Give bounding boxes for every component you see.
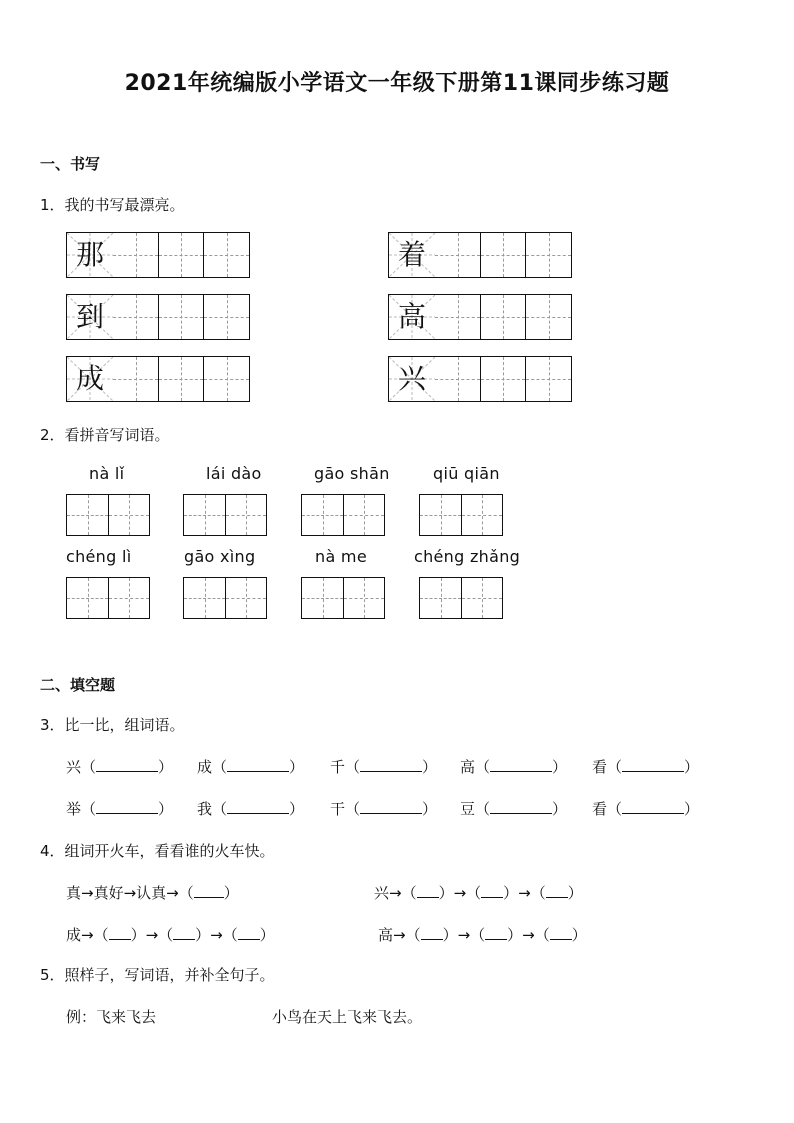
item-label: 举（ [66, 800, 97, 818]
practice-cell[interactable] [480, 295, 525, 339]
model-character: 高 [397, 300, 426, 333]
train-arrow: ）→（ [130, 926, 174, 944]
answer-blank[interactable] [96, 759, 158, 772]
item-label: 我（ [197, 800, 228, 818]
question-2-prompt: 2．看拼音写词语。 [40, 426, 170, 444]
practice-cell[interactable] [420, 495, 461, 535]
train-close: ） [223, 884, 239, 902]
pinyin-label: nà lǐ [89, 464, 125, 483]
model-character: 着 [397, 238, 426, 271]
template-cell [389, 233, 435, 277]
question-1-prompt: 1．我的书写最漂亮。 [40, 196, 185, 214]
practice-cell[interactable] [113, 233, 158, 277]
word-train-gao [378, 924, 587, 945]
word-grid [301, 577, 385, 619]
word-grid [301, 494, 385, 536]
item-close: ） [289, 758, 305, 776]
item-label: 成（ [197, 758, 228, 776]
writing-grid-cheng [66, 356, 250, 402]
practice-cell[interactable] [302, 578, 343, 618]
practice-cell[interactable] [435, 233, 480, 277]
word-grid [419, 494, 503, 536]
practice-cell[interactable] [158, 233, 203, 277]
item-close: ） [552, 758, 568, 776]
compare-item [66, 756, 173, 777]
train-start: 成→（ [66, 926, 109, 944]
answer-blank[interactable] [109, 927, 131, 940]
compare-item [330, 756, 437, 777]
train-arrow: ）→（ [503, 884, 546, 902]
train-start: 真→真好→认真→（ [66, 884, 194, 902]
practice-cell[interactable] [343, 578, 384, 618]
practice-cell[interactable] [420, 578, 461, 618]
writing-grid-dao [66, 294, 250, 340]
practice-cell[interactable] [461, 578, 502, 618]
answer-blank[interactable] [481, 885, 503, 898]
pinyin-label: gāo xìng [184, 547, 256, 566]
answer-blank[interactable] [622, 801, 684, 814]
template-cell [67, 357, 113, 401]
practice-cell[interactable] [113, 295, 158, 339]
answer-blank[interactable] [622, 759, 684, 772]
answer-blank[interactable] [490, 801, 552, 814]
train-close: ） [259, 926, 275, 944]
item-label: 豆（ [460, 800, 491, 818]
practice-cell[interactable] [203, 233, 249, 277]
answer-blank[interactable] [227, 801, 289, 814]
answer-blank[interactable] [360, 801, 422, 814]
example-word: 例：飞来飞去 [66, 1008, 157, 1026]
item-close: ） [289, 800, 305, 818]
train-close: ） [571, 926, 587, 944]
practice-cell[interactable] [184, 578, 225, 618]
practice-cell[interactable] [480, 233, 525, 277]
writing-grid-zhe [388, 232, 572, 278]
example-sentence: 小鸟在天上飞来飞去。 [272, 1008, 423, 1026]
item-label: 干（ [330, 800, 361, 818]
practice-cell[interactable] [435, 357, 480, 401]
compare-item [197, 756, 304, 777]
pinyin-label: qiū qiān [433, 464, 500, 483]
question-4-prompt: 4．组词开火车，看看谁的火车快。 [40, 842, 275, 860]
practice-cell[interactable] [108, 578, 149, 618]
compare-item [197, 798, 304, 819]
item-label: 兴（ [66, 758, 97, 776]
train-arrow: ）→（ [438, 884, 482, 902]
practice-cell[interactable] [184, 495, 225, 535]
compare-item [66, 798, 173, 819]
template-cell [67, 233, 113, 277]
answer-blank[interactable] [485, 927, 507, 940]
practice-cell[interactable] [343, 495, 384, 535]
answer-blank[interactable] [173, 927, 195, 940]
word-train-zhen [66, 882, 239, 903]
word-grid [183, 494, 267, 536]
pinyin-label: chéng zhǎng [414, 547, 521, 566]
pinyin-label: chéng lì [66, 547, 132, 566]
writing-grid-xing [388, 356, 572, 402]
train-start: 高→（ [378, 926, 421, 944]
practice-cell[interactable] [435, 295, 480, 339]
train-close: ） [567, 884, 583, 902]
word-grid [66, 494, 150, 536]
template-cell [67, 295, 113, 339]
practice-cell[interactable] [525, 233, 571, 277]
answer-blank[interactable] [421, 927, 443, 940]
word-grid [183, 577, 267, 619]
item-close: ） [552, 800, 568, 818]
practice-cell[interactable] [158, 357, 203, 401]
practice-cell[interactable] [525, 295, 571, 339]
answer-blank[interactable] [490, 759, 552, 772]
answer-blank[interactable] [417, 885, 439, 898]
practice-cell[interactable] [203, 357, 249, 401]
item-close: ） [684, 758, 700, 776]
practice-cell[interactable] [525, 357, 571, 401]
answer-blank[interactable] [194, 885, 224, 898]
model-character: 兴 [397, 362, 426, 395]
pinyin-label: gāo shān [314, 464, 390, 483]
practice-cell[interactable] [461, 495, 502, 535]
writing-grid-na [66, 232, 250, 278]
word-train-xing [374, 882, 583, 903]
pinyin-label: lái dào [206, 464, 262, 483]
train-arrow: ）→（ [442, 926, 486, 944]
train-start: 兴→（ [374, 884, 417, 902]
model-character: 那 [75, 238, 104, 271]
compare-item [592, 756, 699, 777]
compare-item [460, 798, 567, 819]
template-cell [389, 295, 435, 339]
practice-cell[interactable] [203, 295, 249, 339]
practice-cell[interactable] [113, 357, 158, 401]
item-close: ） [684, 800, 700, 818]
item-label: 看（ [592, 800, 623, 818]
compare-item [330, 798, 437, 819]
practice-cell[interactable] [67, 495, 108, 535]
train-arrow: ）→（ [507, 926, 550, 944]
item-close: ） [422, 758, 438, 776]
answer-blank[interactable] [546, 885, 568, 898]
page-title: 2021年统编版小学语文一年级下册第11课同步练习题 [124, 71, 670, 96]
answer-blank[interactable] [96, 801, 158, 814]
compare-item [460, 756, 567, 777]
train-arrow: ）→（ [195, 926, 238, 944]
answer-blank[interactable] [238, 927, 260, 940]
item-close: ） [158, 758, 174, 776]
practice-cell[interactable] [67, 578, 108, 618]
pinyin-label: nà me [315, 547, 367, 566]
compare-item [592, 798, 699, 819]
practice-cell[interactable] [108, 495, 149, 535]
model-character: 到 [75, 300, 104, 333]
answer-blank[interactable] [360, 759, 422, 772]
answer-blank[interactable] [227, 759, 289, 772]
practice-cell[interactable] [225, 495, 266, 535]
item-close: ） [422, 800, 438, 818]
section-heading-writing: 一、书写 [40, 155, 101, 173]
section-heading-fill-in: 二、填空题 [40, 676, 116, 694]
answer-blank[interactable] [550, 927, 572, 940]
word-grid [419, 577, 503, 619]
word-train-cheng [66, 924, 275, 945]
item-label: 看（ [592, 758, 623, 776]
template-cell [389, 357, 435, 401]
question-3-prompt: 3．比一比，组词语。 [40, 716, 185, 734]
model-character: 成 [75, 362, 104, 395]
item-label: 千（ [330, 758, 361, 776]
practice-cell[interactable] [302, 495, 343, 535]
item-close: ） [158, 800, 174, 818]
practice-cell[interactable] [158, 295, 203, 339]
item-label: 高（ [460, 758, 491, 776]
word-grid [66, 577, 150, 619]
practice-cell[interactable] [225, 578, 266, 618]
practice-cell[interactable] [480, 357, 525, 401]
question-5-prompt: 5．照样子，写词语，并补全句子。 [40, 966, 275, 984]
writing-grid-gao [388, 294, 572, 340]
